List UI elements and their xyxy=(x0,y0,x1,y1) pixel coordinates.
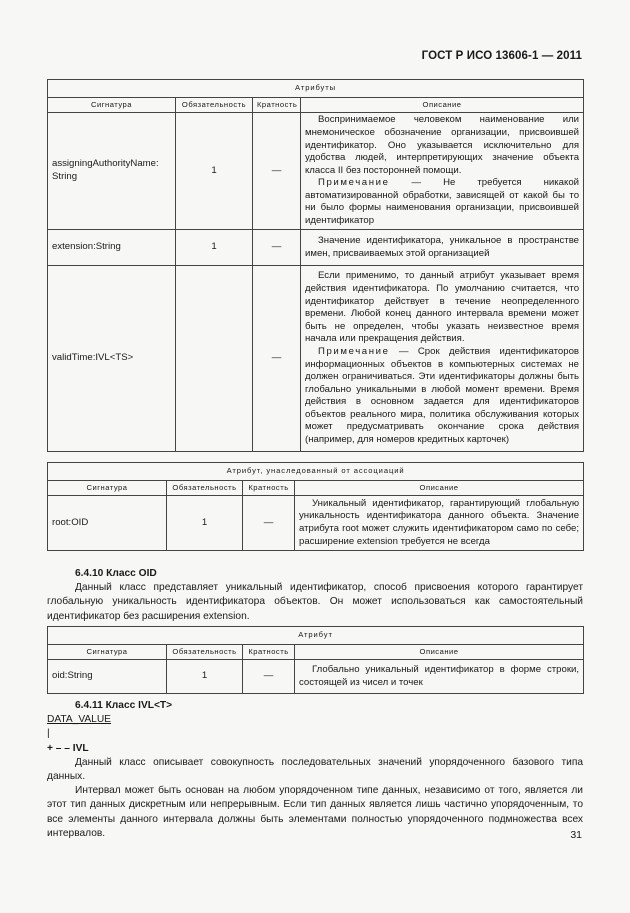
signature-cell: oid:String xyxy=(48,660,167,694)
multiplicity-cell: — xyxy=(253,113,301,230)
note-label: Примечание xyxy=(318,345,390,357)
table-row xyxy=(48,113,584,230)
description-text: Значение идентификатора, уникальное в пространстве имен, присваиваемых этой организацией xyxy=(305,234,580,259)
description-text: Если применимо, то данный атрибут указывает время действия идентификатора. По умолчанию считается, что идентификатор действует в течение неопределенного времени. Любой конец данного интервала времени может быть не определен, чтобы указать неизвестное время начала или прекращения действия. xyxy=(305,270,580,345)
section-paragraph: Интервал может быть основан на любом упорядоченном типе данных, независимо от того, является ли этот тип данных дискретным или непрерывным. Если тип данных является лишь частично упорядоченным, то все элементы данного интервала должны быть элементами полностью упорядоченного подмножества всех интервалов. xyxy=(47,785,583,839)
signature-cell: extension:String xyxy=(48,230,176,266)
child-class: + – – IVL xyxy=(47,742,89,754)
note-paragraph xyxy=(305,177,579,227)
multiplicity-cell: — xyxy=(243,496,295,551)
col-header-signature: Сигнатура xyxy=(48,481,167,496)
col-header-required: Обязательность xyxy=(167,645,243,660)
description-cell xyxy=(301,113,584,230)
description-cell xyxy=(295,496,584,551)
note-text: — Срок действия идентификаторов информационных объектов в компьютерных системах не должен ограничиваться. Эти идентификаторы должны быть глобально уникальными в любой момент времени. Время действия в основном задается для идентификаторов объектов реального мира, политика обслуживания которых может предусматривать окончание срока действия (например, для номеров кредитных карточек) xyxy=(305,345,580,446)
description-cell xyxy=(295,660,584,694)
parent-class: DATA_VALUE xyxy=(47,714,111,726)
table-title: Атрибут xyxy=(48,627,584,645)
attributes-table xyxy=(47,79,584,452)
required-cell: 1 xyxy=(176,113,253,230)
signature-cell: assigningAuthorityName: String xyxy=(48,113,176,230)
note-label: Примечание xyxy=(318,177,390,189)
document-header: ГОСТ Р ИСО 13606-1 — 2011 xyxy=(421,50,582,62)
multiplicity-cell: — xyxy=(253,266,301,452)
col-header-required: Обязательность xyxy=(176,98,253,113)
col-header-multiplicity: Кратность xyxy=(243,645,295,660)
section-ivl xyxy=(47,699,583,841)
description-text: Глобально уникальный идентификатор в форме строки, состоящей из чисел и точек xyxy=(299,663,580,688)
section-heading: 6.4.10 Класс OID xyxy=(75,568,157,579)
required-cell: 1 xyxy=(176,230,253,266)
table-row xyxy=(48,266,584,452)
note-paragraph xyxy=(305,346,579,447)
section-paragraph: Данный класс представляет уникальный идентификатор, способ присвоения которого гарантирует глобальную уникальность идентификатора объектов. Он может использоваться как самостоятельный идентификатор без расширения extension. xyxy=(47,582,583,622)
col-header-signature: Сигнатура xyxy=(48,645,167,660)
section-heading: 6.4.11 Класс IVL<T> xyxy=(75,700,173,711)
col-header-description: Описание xyxy=(295,645,584,660)
col-header-required: Обязательность xyxy=(167,481,243,496)
required-cell: 1 xyxy=(167,660,243,694)
table-row xyxy=(48,660,584,694)
multiplicity-cell: — xyxy=(253,230,301,266)
signature-cell: root:OID xyxy=(48,496,167,551)
col-header-description: Описание xyxy=(301,98,584,113)
section-paragraph: Данный класс описывает совокупность последовательных значений упорядоченного базового типа данных. xyxy=(47,756,583,783)
col-header-multiplicity: Кратность xyxy=(243,481,295,496)
description-cell xyxy=(301,266,584,452)
page-number: 31 xyxy=(570,829,582,841)
table-title: Атрибут, унаследованный от ассоциаций xyxy=(48,463,584,481)
table-row xyxy=(48,230,584,266)
note-text: — Не требуется никакой автоматизированной обработки, зависящей от какой бы то ни было формы наименования организации, присвоившей идентификатор xyxy=(305,177,580,227)
col-header-multiplicity: Кратность xyxy=(253,98,301,113)
description-cell xyxy=(301,230,584,266)
table-row xyxy=(48,496,584,551)
table-title: Атрибуты xyxy=(48,80,584,98)
section-oid xyxy=(47,567,583,624)
col-header-signature: Сигнатура xyxy=(48,98,176,113)
required-cell: 1 xyxy=(167,496,243,551)
signature-cell: validTime:IVL<TS> xyxy=(48,266,176,452)
description-text: Воспринимаемое человеком наименование или мнемоническое обозначение организации, присвоившей идентификатор. Оно указывается исключительно для удобства людей, интерпретирующих значение объекта класса II без посторонней помощи. xyxy=(305,114,580,176)
inherited-attribute-table xyxy=(47,462,584,551)
description-text: Уникальный идентификатор, гарантирующий глобальную уникальность идентификатора данного объекта. Значение атрибута root может служить идентификатором само по себе; расширение extension требуется не всегда xyxy=(299,497,580,547)
required-cell xyxy=(176,266,253,452)
oid-attribute-table xyxy=(47,626,584,694)
hierarchy-bar: | xyxy=(47,728,50,740)
col-header-description: Описание xyxy=(295,481,584,496)
multiplicity-cell: — xyxy=(243,660,295,694)
